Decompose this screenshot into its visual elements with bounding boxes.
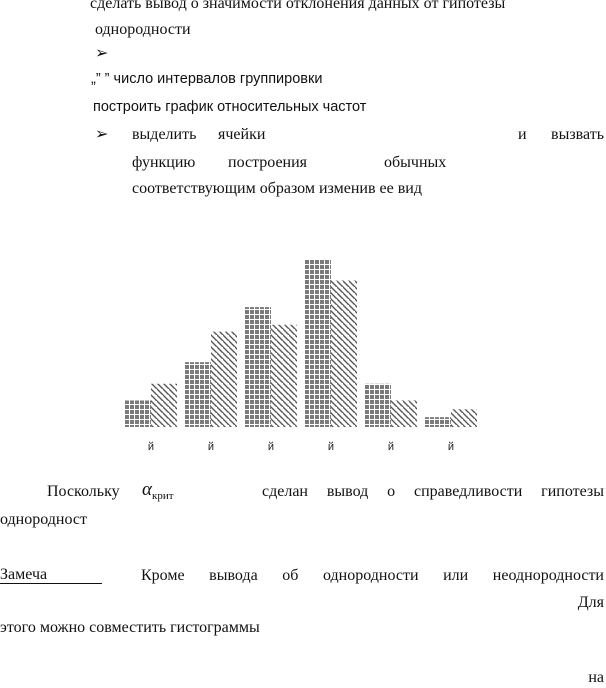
category-label-1: й xyxy=(147,441,155,453)
text-line-2: однородности xyxy=(95,21,191,38)
text-conclusion: сделан вывод о справедливости гипотезы xyxy=(262,483,604,500)
bar-series-2-4 xyxy=(331,281,357,427)
note-line-3: этого можно совместить гистограммы xyxy=(0,619,260,636)
bar-series-1-5 xyxy=(365,384,391,427)
bar-series-2-1 xyxy=(151,384,177,427)
bar-series-1-6 xyxy=(425,417,451,427)
note-on: на xyxy=(588,669,604,686)
word-and: и xyxy=(518,126,527,143)
histogram-chart xyxy=(115,245,485,460)
bar-series-1-4 xyxy=(305,260,331,427)
note-label: Замеча xyxy=(0,566,102,584)
category-label-5: й xyxy=(387,441,395,453)
category-label-4: й xyxy=(327,441,335,453)
bar-series-2-6 xyxy=(451,409,477,427)
bar-series-1-2 xyxy=(185,362,211,427)
bullet-arrow-icon-2: ➢ xyxy=(95,126,109,143)
word-cells: ячейки xyxy=(218,126,266,143)
text-line-3: „” ” число интервалов группировки xyxy=(91,71,323,87)
bar-series-2-2 xyxy=(211,332,237,427)
category-label-6: й xyxy=(447,441,455,453)
bar-series-1-3 xyxy=(245,307,271,427)
text-homogeneity: однородност xyxy=(0,511,87,528)
bar-series-2-5 xyxy=(391,400,417,427)
bar-series-1-1 xyxy=(125,400,151,427)
note-text: Кроме вывода об однородности или неоднородности xyxy=(141,567,604,584)
category-label-2: й xyxy=(207,441,215,453)
word-call: вызвать xyxy=(551,126,604,143)
alpha-glyph: α xyxy=(142,479,152,500)
bullet-arrow-icon: ➢ xyxy=(95,45,109,62)
bar-series-2-3 xyxy=(271,325,297,427)
text-since: Поскольку xyxy=(47,483,120,500)
category-label-3: й xyxy=(267,441,275,453)
text-line-4: построить график относительных частот xyxy=(93,99,367,115)
alpha-subscript: крит xyxy=(151,490,174,502)
word-construction: построения xyxy=(228,154,308,171)
text-line-1: сделать вывод о значимости отклонения данных от гипотезы xyxy=(90,0,506,12)
word-select: выделить xyxy=(132,126,197,143)
word-function: функцию xyxy=(132,154,196,171)
text-line-6: соответствующим образом изменив ее вид xyxy=(132,180,423,197)
word-ordinary: обычных xyxy=(384,154,447,171)
note-for: Для xyxy=(577,594,604,611)
alpha-symbol xyxy=(142,480,174,506)
